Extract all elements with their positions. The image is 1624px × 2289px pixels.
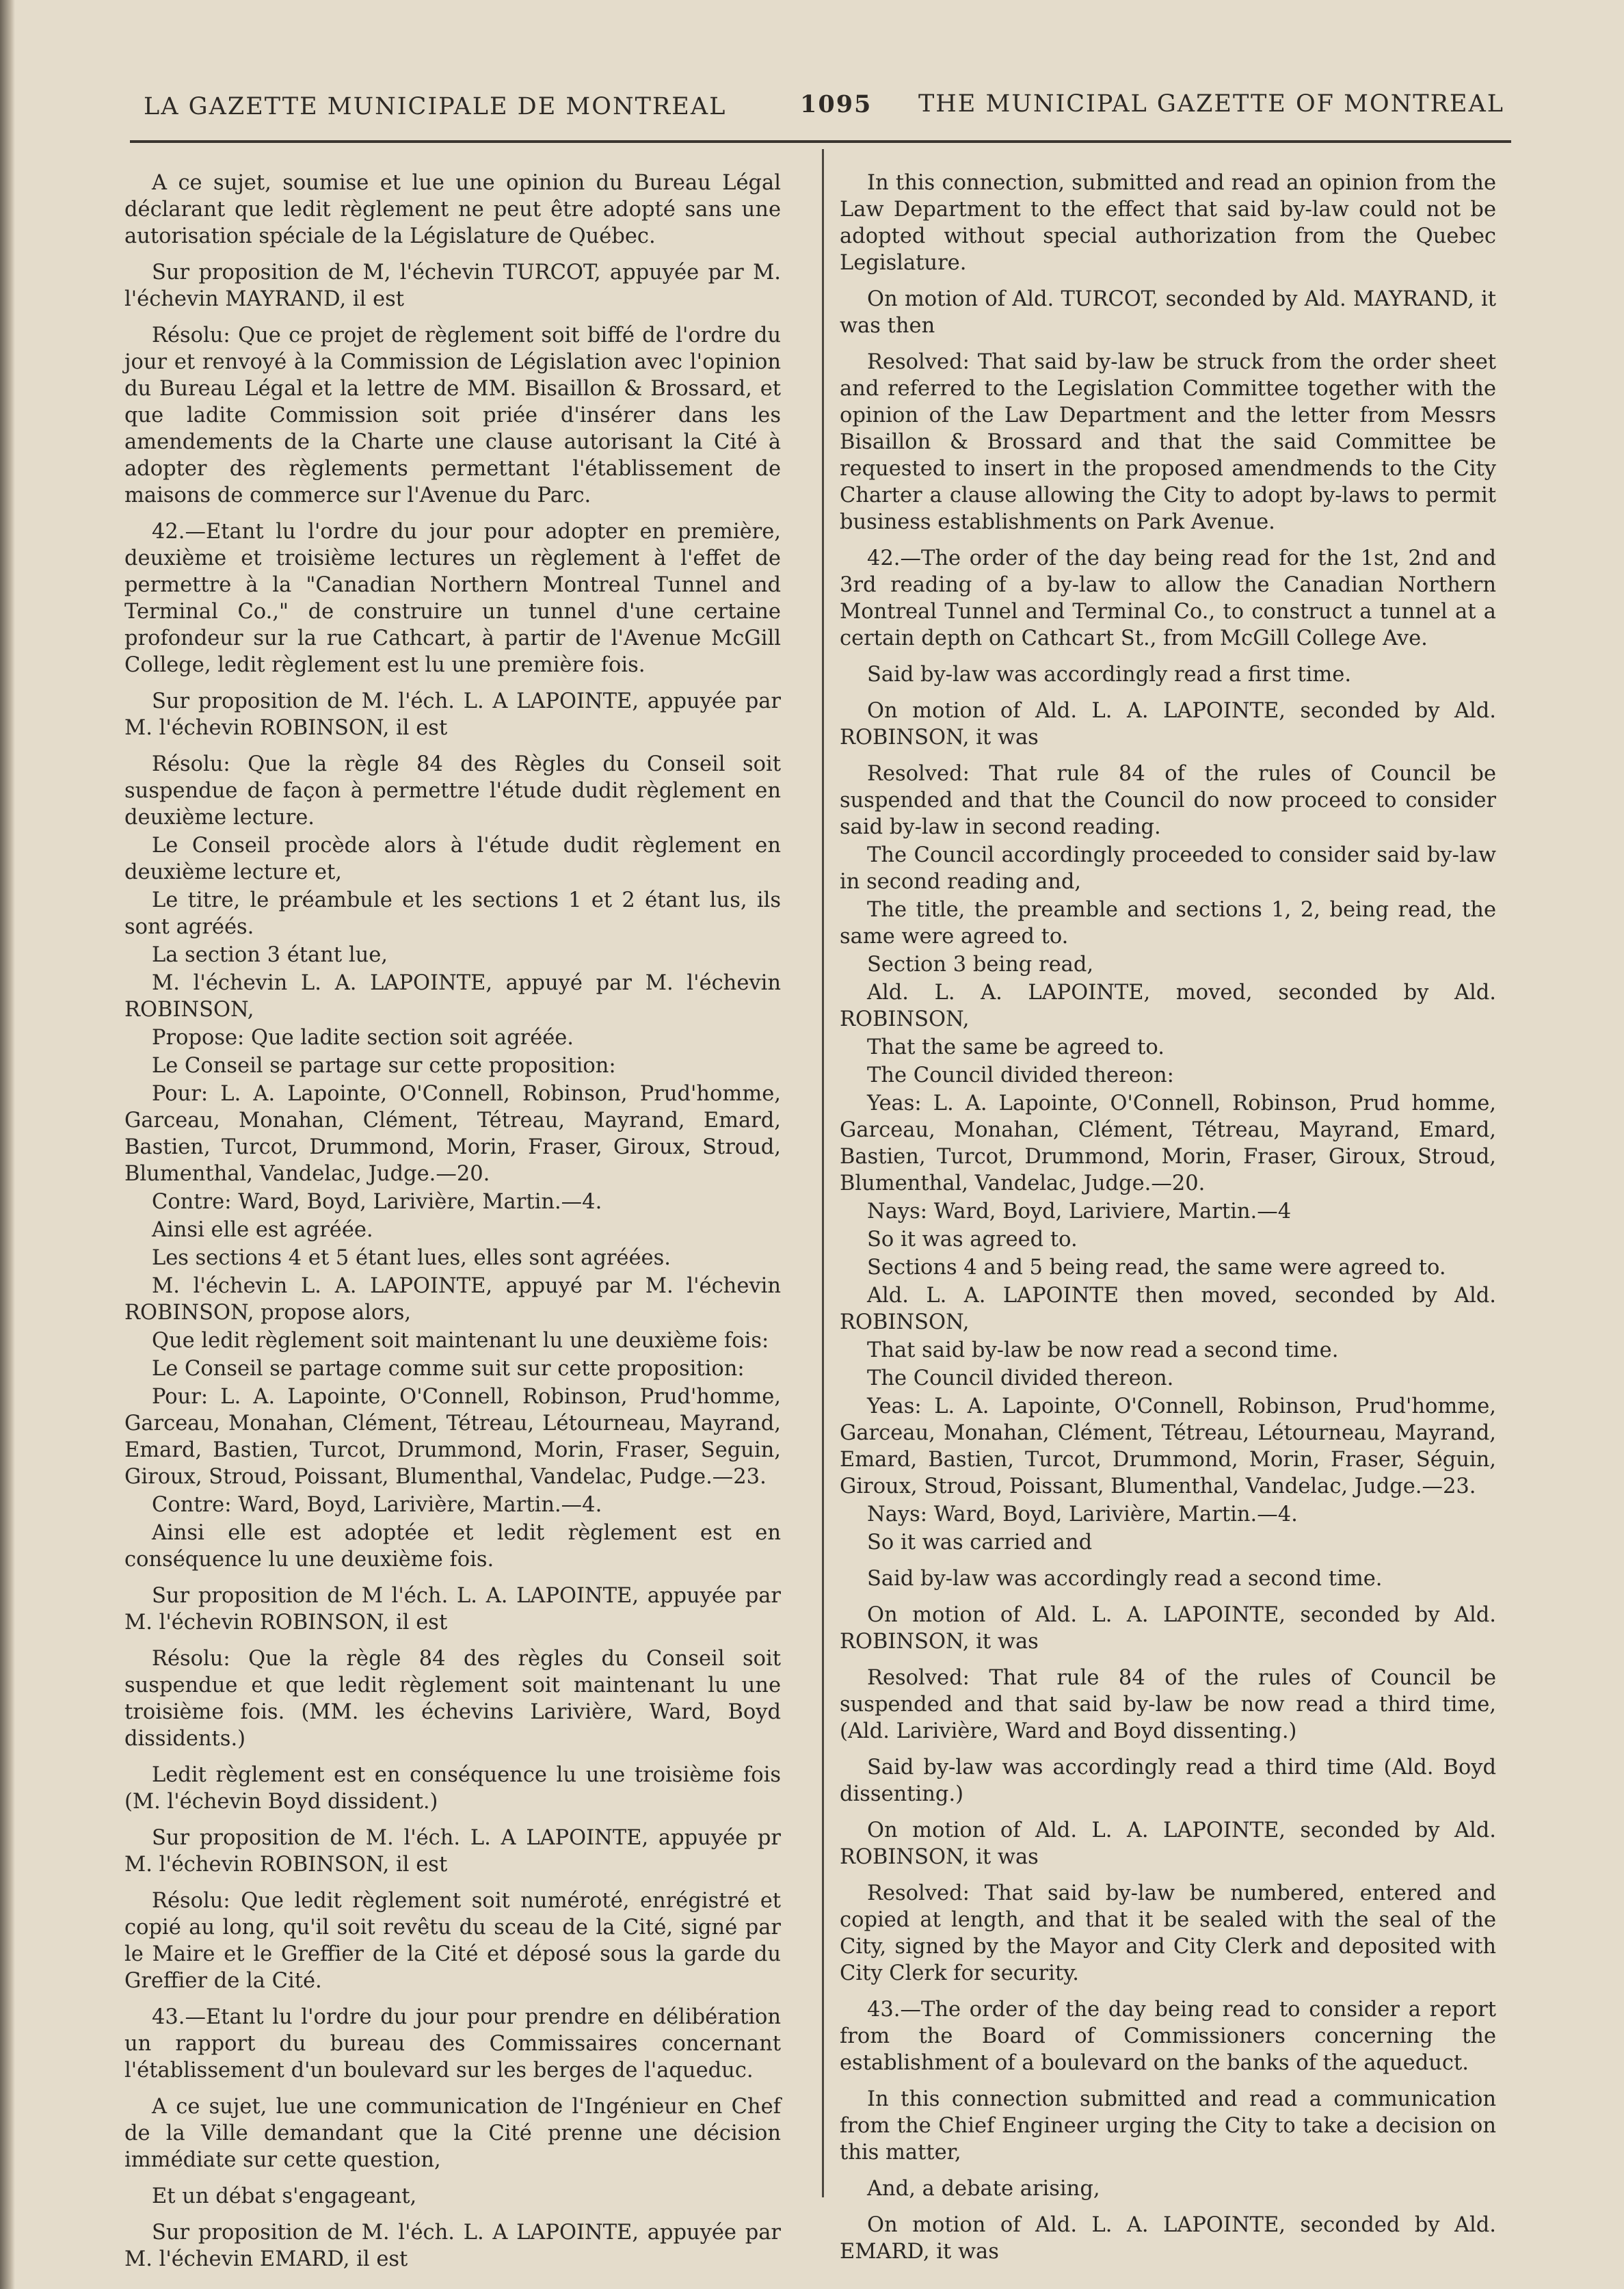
paragraph: Nays: Ward, Boyd, Lariviere, Martin.—4 <box>867 1200 1292 1223</box>
paragraph: The Council divided thereon. <box>867 1366 1174 1390</box>
paragraph: M. l'échevin L. A. LAPOINTE, appuyé par M. l'échevin ROBINSON, <box>124 971 781 1022</box>
paragraph: Contre: Ward, Boyd, Larivière, Martin.—4. <box>152 1190 602 1214</box>
paragraph: Ald. L. A. LAPOINTE then moved, seconded by Ald. ROBINSON, <box>840 1284 1496 1334</box>
paragraph: Sur proposition de M. l'éch. L. A LAPOINTE, appuyée par M. l'échevin EMARD, il est <box>124 2221 781 2271</box>
paragraph: On motion of Ald. L. A. LAPOINTE, seconded by Ald. ROBINSON, it was <box>840 699 1496 750</box>
paragraph: Et un débat s'engageant, <box>152 2184 417 2208</box>
french-column <box>124 170 781 2274</box>
paragraph: Resolved: That rule 84 of the rules of Council be suspended and that the Council do now proceed to consider said by-law in second reading. <box>840 762 1496 839</box>
paragraph: Contre: Ward, Boyd, Larivière, Martin.—4. <box>152 1493 602 1517</box>
paragraph: Resolved: That said by-law be numbered, entered and copied at length, and that it be sealed with the seal of the City, signed by the Mayor and City Clerk and deposited with City Clerk for security. <box>840 1881 1496 1985</box>
paragraph: Ald. L. A. LAPOINTE, moved, seconded by Ald. ROBINSON, <box>840 981 1496 1031</box>
column-divider <box>822 149 824 2197</box>
paragraph: In this connection, submitted and read an opinion from the Law Department to the effect that said by-law could not be adopted without special authorization from the Quebec Legislature. <box>840 171 1496 275</box>
paragraph: 42.—The order of the day being read for the 1st, 2nd and 3rd reading of a by-law to allow the Canadian Northern Montreal Tunnel and Terminal Co., to construct a tunnel at a certain depth on Cathcart St., from McGill College Ave. <box>840 546 1496 650</box>
paragraph: On motion of Ald. L. A. LAPOINTE, seconded by Ald. ROBINSON, it was <box>840 1603 1496 1654</box>
paragraph: Resolved: That rule 84 of the rules of Council be suspended and that said by-law be now read a third time, (Ald. Larivière, Ward and Boyd dissenting.) <box>840 1666 1496 1743</box>
paragraph: Yeas: L. A. Lapointe, O'Connell, Robinson, Prud homme, Garceau, Monahan, Clément, Tétreau, Mayrand, Emard, Bastien, Turcot, Drummond, Morin, Fraser, Giroux, Stroud, Blumenthal, Vandelac, Judge.—20. <box>840 1091 1496 1195</box>
paragraph: Sur proposition de M. l'éch. L. A LAPOINTE, appuyée par M. l'échevin ROBINSON, il est <box>124 689 781 740</box>
paragraph: Resolved: That said by-law be struck from the order sheet and referred to the Legislation Committee together with the opinion of the Law Department and the letter from Messrs Bisaillon & Brossard and that the said Committee be requested to insert in the proposed amendmends to the City Charter a clause allowing the City to adopt by-laws to permit business establishments on Park Avenue. <box>840 350 1496 534</box>
paragraph: Said by-law was accordingly read a third time (Ald. Boyd dissenting.) <box>840 1756 1496 1806</box>
paragraph: The title, the preamble and sections 1, 2, being read, the same were agreed to. <box>840 898 1496 949</box>
paragraph: Propose: Que ladite section soit agréée. <box>152 1026 574 1050</box>
header-rule <box>130 140 1511 143</box>
paragraph: Yeas: L. A. Lapointe, O'Connell, Robinson, Prud'homme, Garceau, Monahan, Clément, Tétreau, Létourneau, Mayrand, Emard, Bastien, Turcot, Drummond, Morin, Fraser, Séguin, Giroux, Stroud, Poissant, Blumenthal, Vandelac, Judge.—23. <box>840 1394 1496 1498</box>
paragraph: Sections 4 and 5 being read, the same were agreed to. <box>867 1256 1446 1280</box>
paragraph: 43.—Etant lu l'ordre du jour pour prendre en délibération un rapport du bureau des Commissaires concernant l'établissement d'un boulevard sur les berges de l'aqueduc. <box>124 2005 781 2082</box>
paragraph: Résolu: Que la règle 84 des règles du Conseil soit suspendue et que ledit règlement soit maintenant lu une troisième fois. (MM. les échevins Larivière, Ward, Boyd dissidents.) <box>124 1647 781 1751</box>
paragraph: Sur proposition de M. l'éch. L. A LAPOINTE, appuyée pr M. l'échevin ROBINSON, il est <box>124 1826 781 1877</box>
paragraph: M. l'échevin L. A. LAPOINTE, appuyé par M. l'échevin ROBINSON, propose alors, <box>124 1274 781 1325</box>
paragraph: So it was agreed to. <box>867 1228 1078 1252</box>
paragraph: Les sections 4 et 5 étant lues, elles sont agréées. <box>152 1246 671 1270</box>
paragraph: A ce sujet, lue une communication de l'Ingénieur en Chef de la Ville demandant que la Cité prenne une décision immédiate sur cette question, <box>124 2095 781 2172</box>
paragraph: Résolu: Que la règle 84 des Règles du Conseil soit suspendue de façon à permettre l'étude dudit règlement en deuxième lecture. <box>124 752 781 830</box>
paragraph: Le titre, le préambule et les sections 1 et 2 étant lus, ils sont agréés. <box>124 888 781 939</box>
paragraph: Said by-law was accordingly read a second time. <box>867 1567 1383 1591</box>
paragraph: La section 3 étant lue, <box>152 943 388 967</box>
paragraph: Pour: L. A. Lapointe, O'Connell, Robinson, Prud'homme, Garceau, Monahan, Clément, Tétreau, Létourneau, Mayrand, Emard, Bastien, Turcot, Drummond, Morin, Fraser, Seguin, Giroux, Stroud, Poissant, Blumenthal, Vandelac, Pudge.—23. <box>124 1385 781 1489</box>
french-title: LA GAZETTE MUNICIPALE DE MONTREAL <box>144 93 727 120</box>
paragraph: Le Conseil se partage comme suit sur cette proposition: <box>152 1357 745 1381</box>
english-title: THE MUNICIPAL GAZETTE OF MONTREAL <box>918 90 1504 118</box>
paragraph: 43.—The order of the day being read to consider a report from the Board of Commissioners concerning the establishment of a boulevard on the banks of the aqueduct. <box>840 1998 1496 2075</box>
paragraph: On motion of Ald. L. A. LAPOINTE, seconded by Ald. ROBINSON, it was <box>840 1818 1496 1869</box>
paragraph: Nays: Ward, Boyd, Larivière, Martin.—4. <box>867 1503 1298 1526</box>
paragraph: Section 3 being read, <box>867 953 1094 977</box>
paragraph: So it was carried and <box>867 1531 1093 1554</box>
paragraph: Ainsi elle est agréée. <box>152 1218 373 1242</box>
paragraph: The Council accordingly proceeded to consider said by-law in second reading and, <box>840 843 1496 894</box>
paragraph: In this connection submitted and read a communication from the Chief Engineer urging the City to take a decision on this matter, <box>840 2087 1496 2165</box>
paragraph: Sur proposition de M, l'échevin TURCOT, appuyée par M. l'échevin MAYRAND, il est <box>124 261 781 311</box>
english-column <box>840 170 1496 2266</box>
paragraph: Sur proposition de M l'éch. L. A. LAPOINTE, appuyée par M. l'échevin ROBINSON, il est <box>124 1584 781 1635</box>
paragraph: Ledit règlement est en conséquence lu une troisième fois (M. l'échevin Boyd dissident.) <box>124 1763 781 1814</box>
page-header <box>137 81 1504 135</box>
paragraph: Résolu: Que ledit règlement soit numéroté, enrégistré et copié au long, qu'il soit revêtu du sceau de la Cité, signé par le Maire et le Greffier de la Cité et déposé sous la garde du Greffier de la Cité. <box>124 1889 781 1993</box>
paragraph: A ce sujet, soumise et lue une opinion du Bureau Légal déclarant que ledit règlement ne peut être adopté sans une autorisation spéciale de la Législature de Québec. <box>124 171 781 248</box>
paragraph: On motion of Ald. TURCOT, seconded by Ald. MAYRAND, it was then <box>840 287 1496 338</box>
paragraph: Ainsi elle est adoptée et ledit règlement est en conséquence lu une deuxième fois. <box>124 1521 781 1572</box>
paragraph: And, a debate arising, <box>867 2177 1100 2201</box>
paragraph: The Council divided thereon: <box>867 1063 1174 1087</box>
paragraph: That said by-law be now read a second time. <box>867 1338 1339 1362</box>
paragraph: Said by-law was accordingly read a first time. <box>867 663 1352 687</box>
paragraph: That the same be agreed to. <box>867 1035 1164 1059</box>
paragraph: Pour: L. A. Lapointe, O'Connell, Robinson, Prud'homme, Garceau, Monahan, Clément, Tétreau, Mayrand, Emard, Bastien, Turcot, Drummond, Morin, Fraser, Giroux, Stroud, Blumenthal, Vandelac, Judge.—20. <box>124 1082 781 1186</box>
page-binding-shadow <box>0 0 15 2289</box>
page-number: 1095 <box>800 90 873 118</box>
paragraph: Le Conseil procède alors à l'étude dudit règlement en deuxième lecture et, <box>124 834 781 884</box>
paragraph: Résolu: Que ce projet de règlement soit biffé de l'ordre du jour et renvoyé à la Commission de Législation avec l'opinion du Bureau Légal et la lettre de MM. Bisaillon & Brossard, et que ladite Commission soit priée d'insérer dans les amendements de la Charte une clause autorisant la Cité à adopter des règlements permettant l'établissement de maisons de commerce sur l'Avenue du Parc. <box>124 323 781 507</box>
paragraph: 42.—Etant lu l'ordre du jour pour adopter en première, deuxième et troisième lectures un règlement à l'effet de permettre à la "Canadian Northern Montreal Tunnel and Terminal Co.," de construire un tunnel d'une certaine profondeur sur la rue Cathcart, à partir de l'Avenue McGill College, ledit règlement est lu une première fois. <box>124 520 781 677</box>
paragraph: Que ledit règlement soit maintenant lu une deuxième fois: <box>152 1329 769 1353</box>
paragraph: Le Conseil se partage sur cette proposition: <box>152 1054 616 1078</box>
paragraph: On motion of Ald. L. A. LAPOINTE, seconded by Ald. EMARD, it was <box>840 2213 1496 2264</box>
